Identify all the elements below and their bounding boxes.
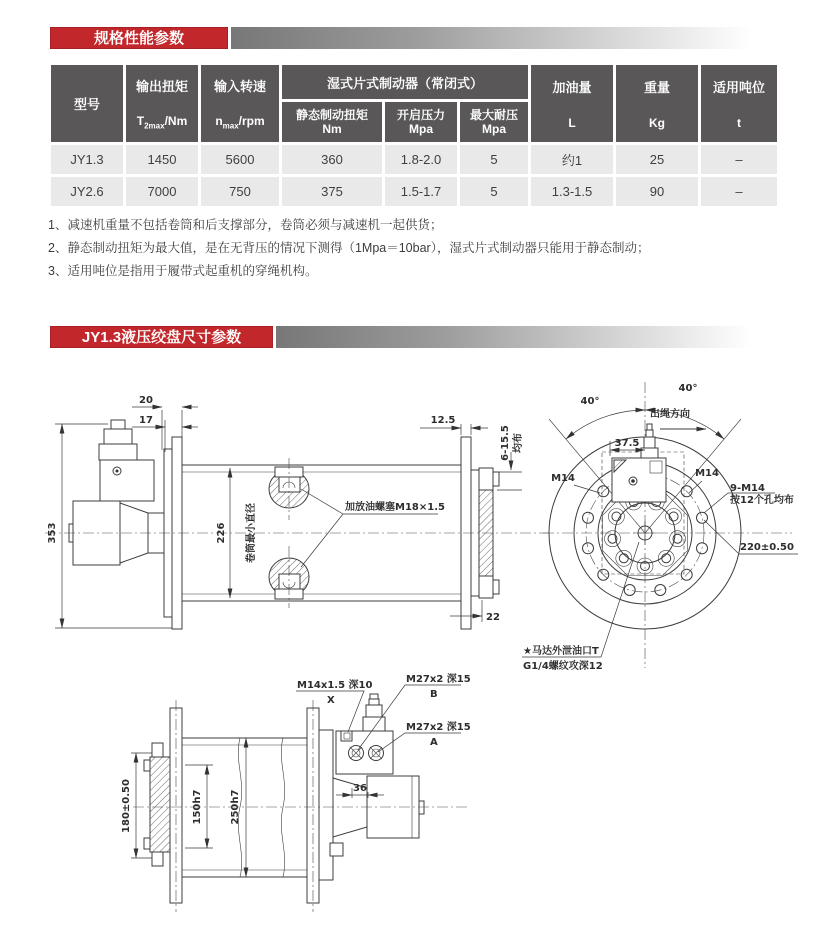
- port-a-id: A: [430, 737, 438, 748]
- cell-tonnage: –: [701, 145, 777, 174]
- port-b-id: B: [430, 689, 438, 700]
- dim-36-label: 36: [353, 783, 367, 794]
- dim-180-label: 180±0.50: [121, 779, 132, 833]
- cell-nmax: 750: [201, 177, 279, 206]
- weight-label: 重量: [643, 79, 670, 95]
- oil-plug-label: 加放油螺塞M18×1.5: [345, 502, 445, 513]
- dim-353-label: 353: [47, 522, 58, 544]
- cell-weight: 25: [616, 145, 698, 174]
- oil-volume-label: 加油量: [552, 79, 592, 95]
- note-2: 2、静态制动扭矩为最大值，是在无背压的情况下测得（1Mpa＝10bar），湿式片式制动器只能用于静态制动；: [48, 241, 650, 255]
- output-torque-symbol: $T_{2max}/Nm$: [136, 114, 188, 131]
- bolt-note-line1: 9-M14: [730, 483, 765, 494]
- cell-t2max: 1450: [126, 145, 198, 174]
- end-view-centerlines: [543, 382, 792, 668]
- section-gradient-bar-dims: [276, 326, 751, 348]
- cell-max-pressure: 5: [460, 177, 528, 206]
- tonnage-label: 适用吨位: [712, 79, 765, 95]
- section-header-spec: [50, 27, 751, 49]
- col-header-opening-pressure: 开启压力 Mpa: [385, 102, 457, 142]
- angle-right-label: 40°: [678, 383, 698, 394]
- cell-static-torque: 375: [282, 177, 382, 206]
- output-torque-label: 输出扭矩: [135, 79, 188, 95]
- input-speed-symbol: $n_{max}$/rpm: [215, 114, 265, 131]
- motor-block-top: [612, 424, 666, 502]
- tonnage-unit: t: [737, 116, 741, 131]
- port-b-label: M27x2 深15: [406, 674, 471, 685]
- dim-226-label: 226: [216, 522, 227, 544]
- section-title-spec: 规格性能参数: [50, 27, 228, 49]
- col-header-static-torque: 静态制动扭矩 Nm: [282, 102, 382, 142]
- port-x-label: M14x1.5 深10: [297, 680, 373, 691]
- end-view-drawing: [522, 382, 798, 672]
- table-header-row-1: [51, 65, 777, 99]
- col-header-max-pressure: 最大耐压 Mpa: [460, 102, 528, 142]
- table-row-jy13: [51, 145, 777, 174]
- end-view-dimensions: [522, 383, 798, 672]
- dim-220-label: 220±0.50: [740, 542, 794, 553]
- dim-250-label: 250h7: [230, 789, 241, 825]
- motor-assembly: [69, 420, 164, 565]
- dim-12-5-label: 12.5: [430, 415, 456, 426]
- section-gradient-bar-spec: [231, 27, 751, 49]
- center-hub: [633, 521, 657, 545]
- dim-22-label: 22: [486, 612, 500, 623]
- cell-static-torque: 360: [282, 145, 382, 174]
- side-view-drawing: [45, 395, 548, 629]
- m14-right-label: M14: [695, 468, 719, 479]
- dim-6-15-5-label: 6-15.5: [500, 425, 511, 461]
- bolt-note-line2: 按12个孔均布: [730, 495, 794, 506]
- rope-direction-label: 出绳方向: [650, 409, 690, 420]
- port-x-id: X: [327, 695, 335, 706]
- cell-oil: 1.3-1.5: [531, 177, 613, 206]
- rear-support-flange: [144, 743, 172, 866]
- dimension-drawings: [0, 360, 824, 930]
- section-title-dims: JY1.3液压绞盘尺寸参数: [50, 326, 273, 348]
- dim-17-label: 17: [139, 415, 153, 426]
- section-header-dims: [50, 326, 751, 348]
- cell-oil: 约1: [531, 145, 613, 174]
- spec-table: [48, 62, 780, 209]
- cell-weight: 90: [616, 177, 698, 206]
- cell-model: JY2.6: [51, 177, 123, 206]
- break-line-2: [281, 738, 284, 877]
- model-label: 型号: [73, 97, 100, 112]
- cell-open-pressure: 1.8-2.0: [385, 145, 457, 174]
- drain-note-line1: ★马达外泄油口T: [523, 646, 599, 657]
- col-header-tonnage: [701, 65, 777, 142]
- table-row-jy26: [51, 177, 777, 206]
- cell-max-pressure: 5: [460, 145, 528, 174]
- col-header-model: [51, 65, 123, 142]
- angle-left-label: 40°: [580, 396, 600, 407]
- note-3: 3、适用吨位是指用于履带式起重机的穿绳机构。: [48, 264, 318, 278]
- cell-nmax: 5600: [201, 145, 279, 174]
- col-header-brake-group: 湿式片式制动器（常闭式）: [282, 65, 528, 99]
- weight-unit: Kg: [649, 116, 665, 131]
- bottom-view-drawing: [121, 672, 471, 912]
- cell-open-pressure: 1.5-1.7: [385, 177, 457, 206]
- dim-37-5-label: 37.5: [614, 438, 640, 449]
- drum-min-diameter-label: 卷筒最小直径: [246, 503, 257, 563]
- notes: [48, 214, 649, 283]
- cell-model: JY1.3: [51, 145, 123, 174]
- dim-150-label: 150h7: [192, 789, 203, 825]
- col-header-output-torque: [126, 65, 198, 142]
- dim-20-label: 20: [139, 395, 153, 406]
- drain-note-line2: G1/4螺纹攻深12: [523, 661, 603, 672]
- input-speed-label: 输入转速: [213, 79, 266, 95]
- note-1: 1、减速机重量不包括卷筒和后支撑部分，卷筒必须与减速机一起供货；: [48, 218, 443, 232]
- oil-volume-unit: L: [568, 116, 576, 131]
- m14-left-label: M14: [551, 473, 575, 484]
- cell-t2max: 7000: [126, 177, 198, 206]
- cell-tonnage: –: [701, 177, 777, 206]
- col-header-weight: [616, 65, 698, 142]
- evenly-spaced-label: 均布: [513, 433, 524, 453]
- col-header-input-speed: [201, 65, 279, 142]
- col-header-oil-volume: [531, 65, 613, 142]
- port-a-label: M27x2 深15: [406, 722, 471, 733]
